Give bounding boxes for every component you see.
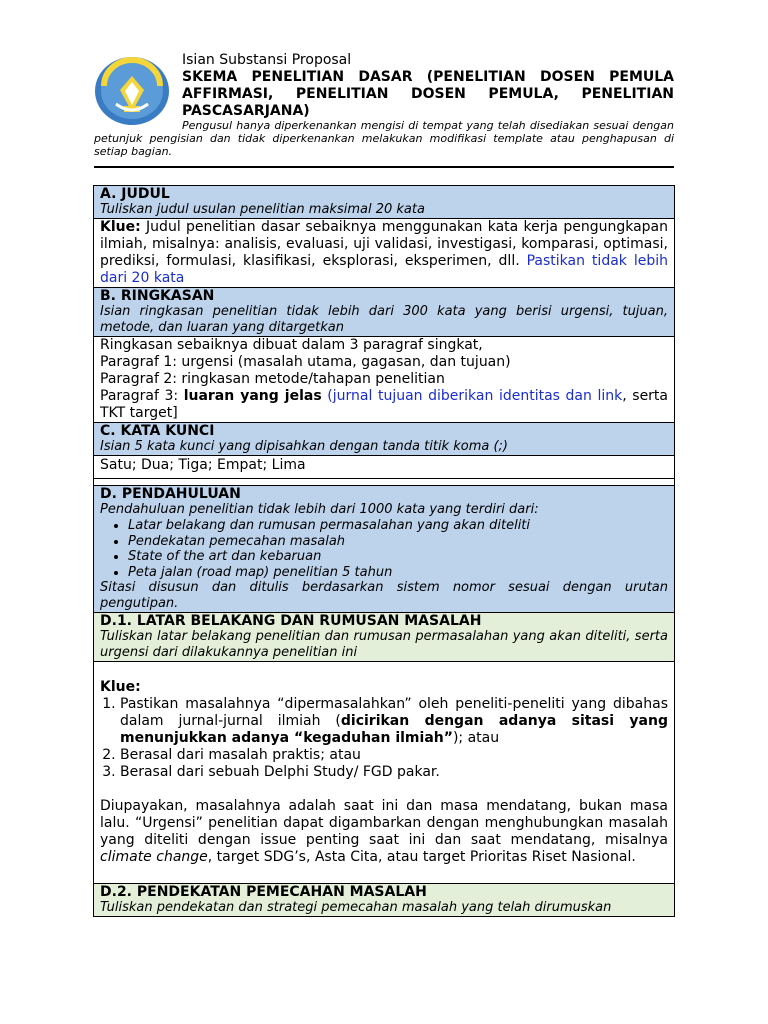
section-c-content[interactable] (94, 456, 674, 479)
section-d1-item-1-prefix: Pastikan masalahnya “dipermasalahkan” oleh peneliti-peneliti yang dibahas dalam jurnal-jurnal ilmiah ( (120, 696, 668, 729)
section-a-content[interactable] (94, 219, 674, 288)
section-d1-content[interactable] (94, 662, 674, 884)
section-d-bullet: • Pendekatan pemecahan masalah (128, 534, 668, 550)
section-a-header (94, 186, 674, 219)
section-d2-title: D.2. PENDEKATAN PEMECAHAN MASALAH (100, 884, 427, 900)
header-divider (94, 166, 674, 168)
section-d1-item-1-suffix: ); atau (452, 730, 500, 746)
section-b-line-4-prefix: Paragraf 3: (100, 388, 184, 404)
section-d1-list (100, 696, 668, 781)
section-a-title: A. JUDUL (100, 186, 170, 202)
section-b-line-4 (100, 388, 668, 422)
section-d1-item-1-bold: dicirikan dengan adanya sitasi yang menunjukkan adanya “kegaduhan ilmiah” (120, 713, 668, 746)
section-d1-item-1 (120, 696, 668, 747)
section-a-instruction: Tuliskan judul usulan penelitian maksimal 20 kata (100, 202, 425, 217)
section-a-body: Judul penelitian dasar sebaiknya menggunakan kata kerja pengungkapan ilmiah, misalnya: analisis, evaluasi, uji validasi, investigasi, komparasi, optimasi, prediksi, formulasi, klasifikasi, eksplorasi, eksperimen, dll. (100, 219, 668, 269)
section-c-keywords: Satu; Dua; Tiga; Empat; Lima (100, 457, 306, 473)
section-b-line-4-link: jurnal tujuan diberikan identitas dan link (332, 388, 623, 404)
section-d1-item-2: 2. Berasal dari masalah praktis; atau (120, 747, 668, 764)
section-d2-header (94, 884, 674, 916)
section-d1-header (94, 613, 674, 662)
section-b-header (94, 288, 674, 337)
section-b-line-4-bold: luaran yang jelas (183, 388, 322, 404)
section-b-instruction: Isian ringkasan penelitian tidak lebih dari 300 kata yang berisi urgensi, tujuan, metode, dan luaran yang ditargetkan (100, 304, 668, 335)
section-d1-paragraph-italic: climate change (100, 849, 208, 865)
section-d-header (94, 486, 674, 613)
section-d-title: D. PENDAHULUAN (100, 486, 241, 502)
section-d-note: Sitasi disusun dan ditulis berdasarkan sistem nomor sesuai dengan urutan pengutipan. (100, 580, 668, 611)
section-b-line-4-suffix: , serta TKT target] (100, 388, 669, 421)
section-c-title: C. KATA KUNCI (100, 423, 215, 439)
section-a-highlight: Pastikan tidak lebih dari 20 kata (100, 253, 668, 286)
section-d-instruction: Pendahuluan penelitian tidak lebih dari 1000 kata yang terdiri dari: (100, 502, 539, 517)
section-b-title: B. RINGKASAN (100, 288, 215, 304)
section-d1-paragraph (100, 798, 668, 866)
document-subtitle: Isian Substansi Proposal (182, 52, 352, 68)
section-b-line-4-open: ( (321, 388, 333, 404)
section-d1-paragraph-suffix: , target SDG’s, Asta Cita, atau target Prioritas Riset Nasional. (207, 849, 636, 865)
spacer (94, 479, 674, 486)
header-note: Pengusul hanya diperkenankan mengisi di tempat yang telah disediakan sesuai dengan petunjuk pengisian dan tidak diperkenankan melakukan modifikasi template atau penghapusan di setiap bagian. (94, 119, 674, 158)
tut-wuri-handayani-logo (94, 56, 170, 126)
section-b-line-1: Ringkasan sebaiknya dibuat dalam 3 paragraf singkat, (100, 337, 483, 353)
section-c-instruction: Isian 5 kata kunci yang dipisahkan dengan tanda titik koma (;) (100, 439, 508, 454)
section-b-line-3: Paragraf 2: ringkasan metode/tahapan penelitian (100, 371, 445, 387)
proposal-form-table (93, 185, 675, 917)
spacer (100, 781, 668, 798)
section-d1-paragraph-prefix: Diupayakan, masalahnya adalah saat ini dan masa mendatang, bukan masa lalu. “Urgensi” penelitian dapat digambarkan dengan menghubungkan masalah yang diteliti dengan issue penting saat ini dan saat mendatang, misalnya (100, 798, 668, 848)
section-d-bullet: • Peta jalan (road map) penelitian 5 tahun (128, 565, 668, 581)
section-d1-instruction: Tuliskan latar belakang penelitian dan rumusan permasalahan yang akan diteliti, serta urgensi dari dilakukannya penelitian ini (100, 629, 668, 660)
section-b-content[interactable] (94, 337, 674, 423)
section-b-line-2: Paragraf 1: urgensi (masalah utama, gagasan, dan tujuan) (100, 354, 511, 370)
section-d1-title: D.1. LATAR BELAKANG DAN RUMUSAN MASALAH (100, 613, 482, 629)
section-d-bullets (100, 518, 668, 580)
section-d2-instruction: Tuliskan pendekatan dan strategi pemecahan masalah yang telah dirumuskan (100, 900, 612, 915)
section-d-bullet: • State of the art dan kebaruan (128, 549, 668, 565)
section-d1-klue-label: Klue: (100, 679, 141, 695)
section-d1-item-3: 3. Berasal dari sebuah Delphi Study/ FGD pakar. (120, 764, 668, 781)
section-a-klue-label: Klue: (100, 219, 141, 235)
section-c-header (94, 423, 674, 456)
document-title: SKEMA PENELITIAN DASAR (PENELITIAN DOSEN PEMULA AFFIRMASI, PENELITIAN DOSEN PEMULA, PENELITIAN PASCASARJANA) (182, 69, 674, 119)
section-d-bullet: • Latar belakang dan rumusan permasalahan yang akan diteliti (128, 518, 668, 534)
